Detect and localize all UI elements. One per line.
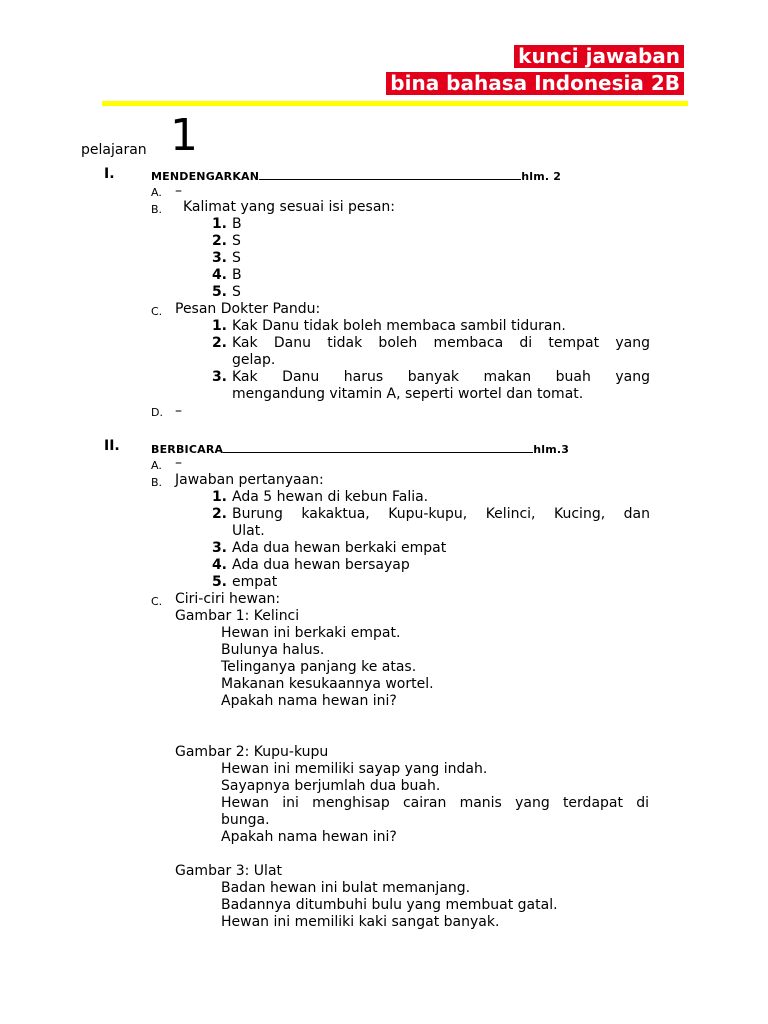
list-item: 5. empat	[211, 574, 278, 590]
gambar3-line: Hewan ini memiliki kaki sangat banyak.	[221, 914, 500, 930]
gambar3-line: Badannya ditumbuhi bulu yang membuat gatal.	[221, 897, 558, 913]
heading-rule	[259, 167, 521, 180]
s2-a-label: A.	[151, 459, 162, 472]
s2-a-text: –	[175, 455, 182, 471]
title-line-1: kunci jawaban	[514, 45, 684, 68]
section1-heading: MENDENGARKAN	[151, 170, 260, 183]
gambar1-line: Telinganya panjang ke atas.	[221, 659, 417, 675]
s1-c-text: Pesan Dokter Pandu:	[175, 301, 321, 317]
list-item: 4. Ada dua hewan bersayap	[211, 557, 410, 573]
header-divider	[102, 101, 688, 106]
gambar2-line: Hewan ini menghisap cairan manis yang terdapat di	[221, 795, 649, 811]
list-item: 4. B	[211, 267, 242, 283]
gambar3-title: Gambar 3: Ulat	[175, 863, 283, 879]
gambar3-line: Badan hewan ini bulat memanjang.	[221, 880, 471, 896]
gambar1-line: Bulunya halus.	[221, 642, 325, 658]
section1-page-ref: hlm. 2	[521, 170, 562, 183]
gambar1-line: Hewan ini berkaki empat.	[221, 625, 401, 641]
s2-b-text: Jawaban pertanyaan:	[175, 472, 324, 488]
heading-rule	[223, 440, 533, 453]
section2-heading: BERBICARA	[151, 443, 224, 456]
s1-b-text: Kalimat yang sesuai isi pesan:	[183, 199, 396, 215]
s2-b-label: B.	[151, 476, 163, 489]
s2-c-label: C.	[151, 595, 163, 608]
s1-d-text: –	[175, 403, 182, 419]
gambar2-line: bunga.	[221, 812, 270, 828]
gambar2-line: Apakah nama hewan ini?	[221, 829, 397, 845]
list-item: 1. Kak Danu tidak boleh membaca sambil tiduran.	[211, 318, 566, 334]
section2-heading-row	[151, 440, 569, 457]
title-line-2: bina bahasa Indonesia 2B	[386, 72, 684, 95]
s1-a-text: –	[175, 183, 182, 199]
s1-d-label: D.	[151, 406, 163, 419]
section2-page-ref: hlm.3	[533, 443, 570, 456]
s1-a-label: A.	[151, 186, 162, 199]
s1-b-label: B.	[151, 203, 163, 216]
s1-c-label: C.	[151, 305, 163, 318]
gambar2-title: Gambar 2: Kupu-kupu	[175, 744, 329, 760]
gambar1-line: Makanan kesukaannya wortel.	[221, 676, 434, 692]
gambar1-line: Apakah nama hewan ini?	[221, 693, 397, 709]
list-item: 1. B	[211, 216, 242, 232]
list-item: 5. S	[211, 284, 241, 300]
lesson-label: pelajaran	[81, 142, 147, 158]
list-item: 3. S	[211, 250, 241, 266]
list-item: 2. S	[211, 233, 241, 249]
gambar1-title: Gambar 1: Kelinci	[175, 608, 300, 624]
section1-heading-row	[151, 167, 561, 184]
list-item: 3. Ada dua hewan berkaki empat	[211, 540, 447, 556]
gambar2-line: Sayapnya berjumlah dua buah.	[221, 778, 441, 794]
s2-c-text: Ciri-ciri hewan:	[175, 591, 281, 607]
section1-roman: I.	[104, 166, 115, 182]
list-item: 1. Ada 5 hewan di kebun Falia.	[211, 489, 429, 505]
lesson-number: 1	[170, 110, 198, 161]
gambar2-line: Hewan ini memiliki sayap yang indah.	[221, 761, 488, 777]
section2-roman: II.	[104, 438, 120, 454]
